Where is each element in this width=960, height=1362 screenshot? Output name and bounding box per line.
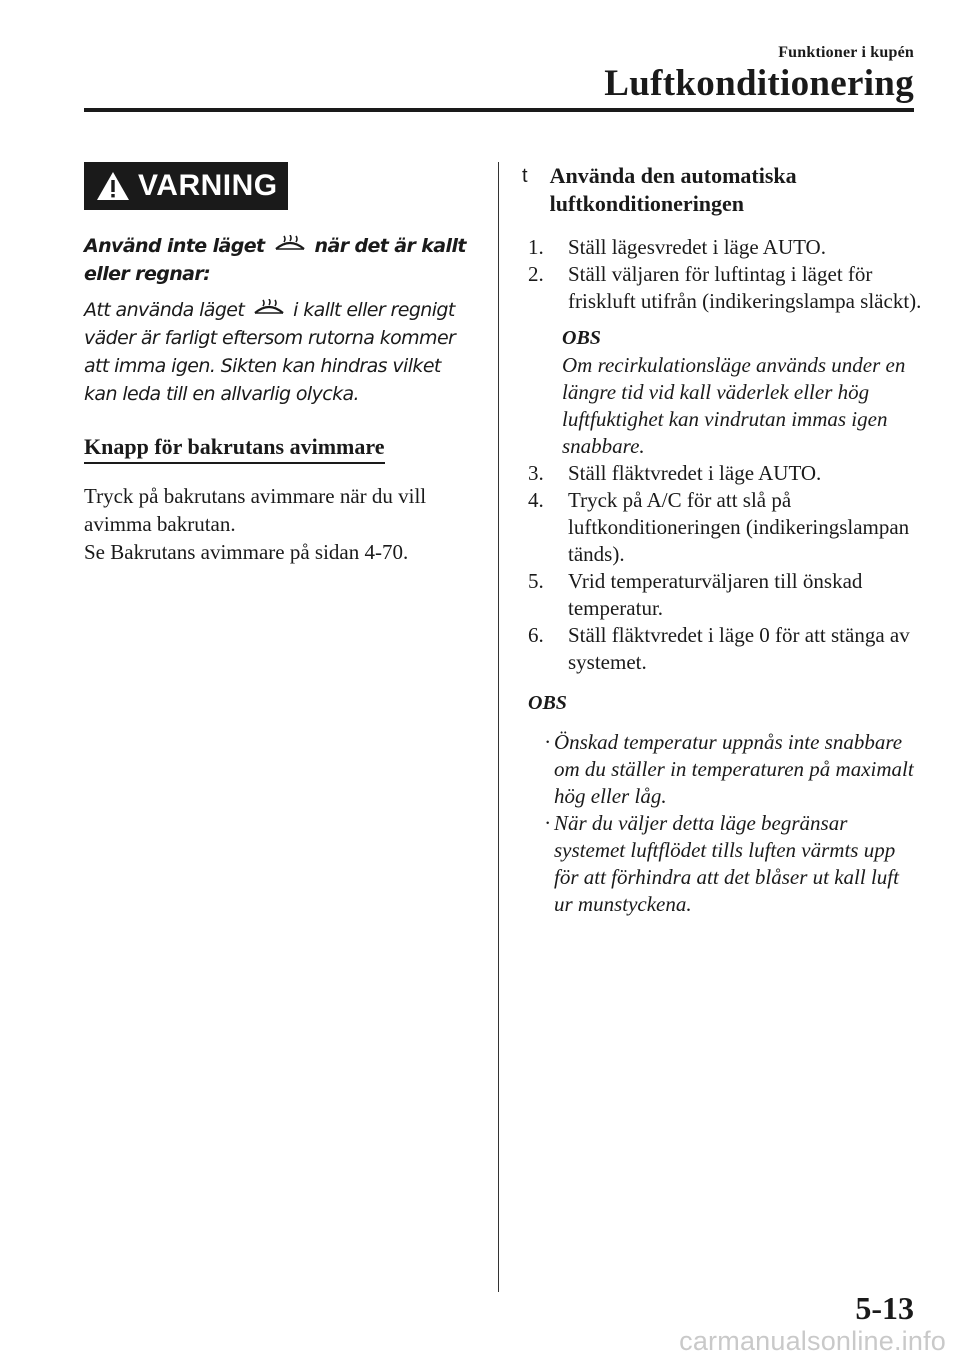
- rear-defroster-text: [84, 482, 476, 566]
- section-title: Funktioner i kupén: [778, 44, 914, 61]
- procedure-heading-text: Använda den automatiska luftkonditioneringen: [549, 163, 797, 216]
- step-text: Ställ väljaren för luftintag i läget för friskluft utifrån (indikeringslampa släckt).: [568, 262, 922, 313]
- list-item: [522, 460, 922, 487]
- watermark: carmanualsonline.info: [679, 1326, 946, 1356]
- obs-title: OBS: [528, 692, 567, 714]
- procedure-heading: [522, 162, 922, 218]
- step-note-title: OBS: [562, 327, 601, 349]
- procedure-steps: [522, 234, 922, 676]
- column-divider: [498, 162, 499, 1292]
- warning-heading-end: när det är kallt eller regnar:: [84, 235, 466, 285]
- warning-body-end: i kallt eller regnigt väder är farligt eftersom rutorna kommer att imma igen. Sikten kan hindras vilket kan leda till en allvarlig olycka.: [84, 299, 456, 405]
- step-text: Ställ lägesvredet i läge AUTO.: [568, 235, 826, 259]
- warning-heading: [84, 232, 476, 288]
- step-number: 4.: [528, 488, 544, 512]
- list-item: [522, 729, 922, 810]
- warning-label: VARNING: [138, 169, 278, 202]
- rear-defroster-line: Tryck på bakrutans avimmare när du vill avimma bakrutan.: [84, 484, 427, 536]
- step-number: 2.: [528, 262, 544, 286]
- list-item: [522, 487, 922, 568]
- rear-defroster-reference: Se Bakrutans avimmare på sidan 4-70.: [84, 540, 409, 564]
- step-number: 6.: [528, 623, 544, 647]
- list-item: [522, 234, 922, 261]
- right-column: [522, 162, 922, 918]
- procedure-bullet: t: [522, 165, 528, 187]
- list-item: [522, 622, 922, 676]
- step-number: 5.: [528, 569, 544, 593]
- step-number: 3.: [528, 461, 544, 485]
- warning-text: [84, 232, 476, 408]
- warning-triangle-icon: [96, 171, 130, 201]
- list-item: [522, 261, 922, 315]
- step-note: [562, 325, 922, 460]
- defog-windshield-icon: [273, 235, 307, 255]
- page-number: 5-13: [855, 1290, 914, 1326]
- left-column: [84, 162, 476, 566]
- step-text: Ställ fläktvredet i läge AUTO.: [568, 461, 822, 485]
- step-note-text: Om recirkulationsläge används under en längre tid vid kall väderlek eller hög luftfuktighet kan vindrutan immas igen snabbare.: [562, 353, 906, 458]
- defog-windshield-icon: [252, 299, 286, 319]
- step-number: 1.: [528, 235, 544, 259]
- step-text: Vrid temperaturväljaren till önskad temperatur.: [568, 569, 863, 620]
- header-rule: [84, 108, 914, 112]
- page-title: Luftkonditionering: [604, 63, 914, 104]
- step-text: Tryck på A/C för att slå på luftkonditioneringen (indikeringslampan tänds).: [568, 488, 910, 566]
- warning-heading-start: Använd inte läget: [84, 235, 265, 257]
- warning-body: [84, 296, 476, 408]
- obs-bullets: [522, 729, 922, 918]
- bullet-text: Önskad temperatur uppnås inte snabbare om du ställer in temperaturen på maximalt hög eller låg.: [554, 730, 914, 808]
- warning-body-start: Att använda läget: [84, 299, 245, 321]
- warning-badge: [84, 162, 288, 210]
- step-text: Ställ fläktvredet i läge 0 för att stänga av systemet.: [568, 623, 910, 674]
- rear-defroster-heading: Knapp för bakrutans avimmare: [84, 434, 385, 464]
- bullet-dot: ·: [544, 811, 550, 835]
- bullet-text: När du väljer detta läge begränsar systemet luftflödet tills luften värmts upp för att förhindra att det blåser ut kall luft ur munstyckena.: [554, 811, 899, 916]
- bullet-dot: ·: [544, 730, 550, 754]
- list-item: [522, 810, 922, 918]
- list-item: [522, 568, 922, 622]
